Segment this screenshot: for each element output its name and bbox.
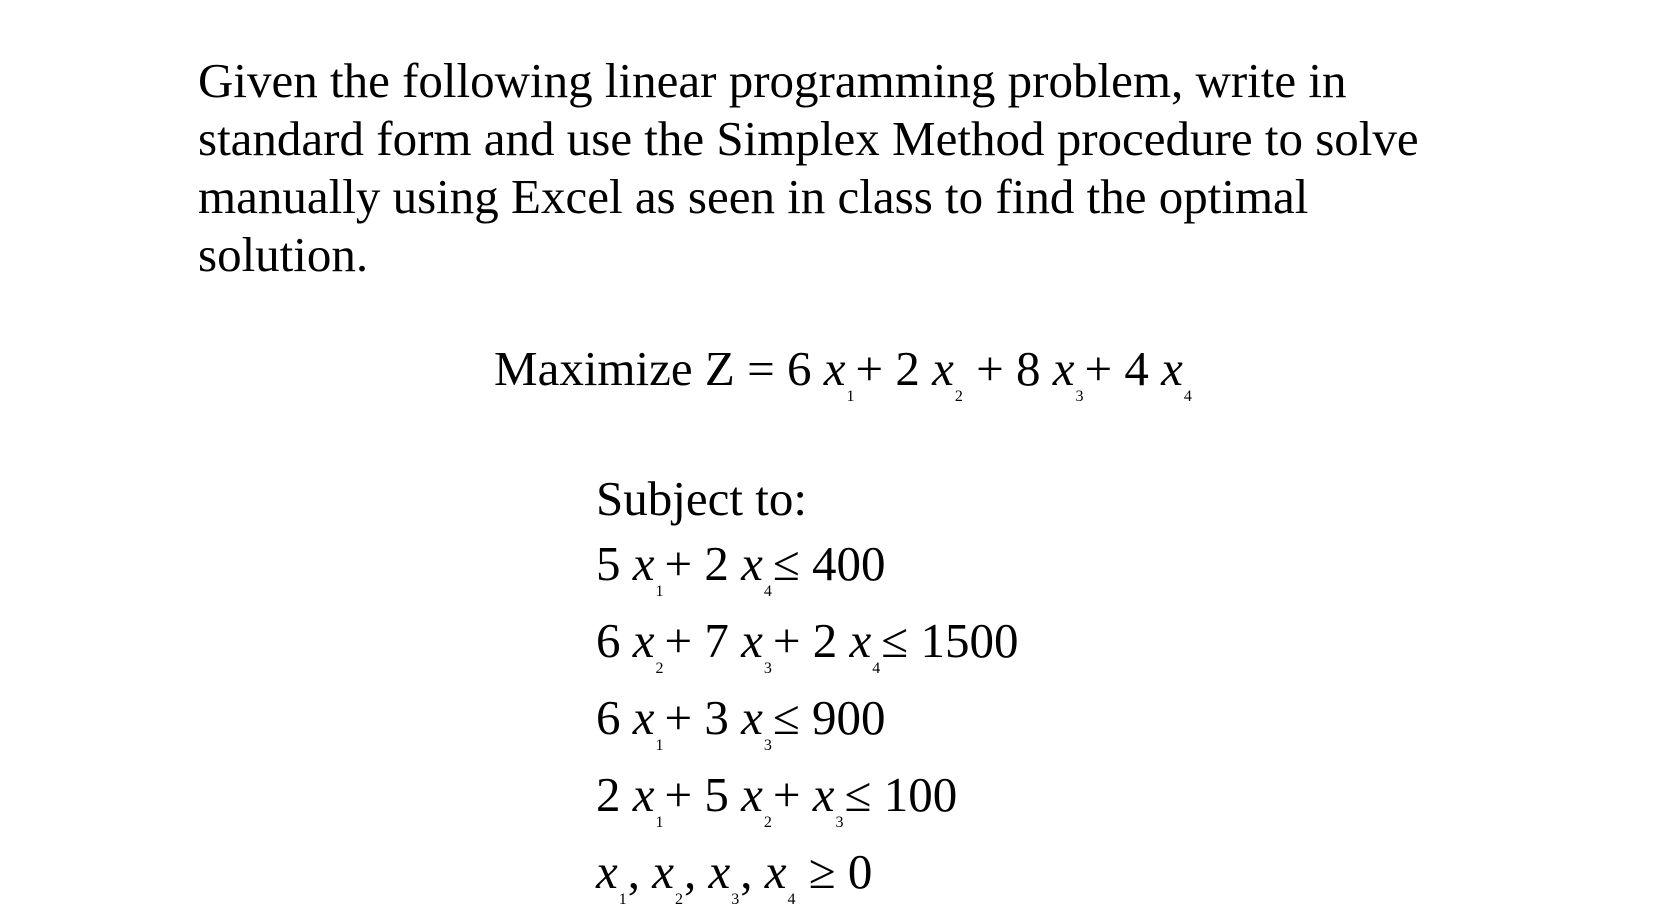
variable: x [596,844,618,899]
subscript: 2 [655,660,664,677]
right-hand-side: 400 [812,536,886,591]
variable: x [741,536,763,591]
operator: + [664,536,705,591]
right-hand-side: 1500 [920,613,1019,668]
relation: ≤ [881,613,921,668]
coefficient: 5 [596,536,633,591]
relation: ≤ [772,690,813,745]
subscript: 4 [1183,388,1192,405]
objective-term [1124,341,1193,405]
subscript: 1 [618,891,627,908]
objective-term [1016,341,1125,405]
subscript: 2 [954,388,963,405]
coefficient: 2 [895,341,933,396]
nonnegativity-constraint [596,839,1018,916]
objective-function [494,340,1193,410]
variable: x [812,767,835,822]
problem-statement-line: standard form and use the Simplex Method procedure to solve [198,111,1419,166]
constraint-4 [596,762,1018,839]
variable: x [632,536,655,591]
variable: x [652,844,674,899]
problem-statement-line: manually using Excel as seen in class to find the optimal [198,169,1309,224]
subscript: 2 [763,814,772,831]
separator [797,844,809,899]
coefficient: 2 [812,613,850,668]
problem-statement-line: Given the following linear programming problem, write in [198,53,1347,108]
right-hand-side: 100 [883,767,958,822]
variable: x [932,341,954,396]
subscript: 3 [835,814,844,831]
right-hand-side: 0 [847,844,873,899]
relation: ≥ [808,844,848,899]
coefficient: 4 [1124,341,1162,396]
coefficient: 3 [704,690,742,745]
variable: x [632,767,655,822]
subscript: 3 [763,660,772,677]
operator: + [664,613,705,668]
coefficient: 6 [596,613,633,668]
subscript: 3 [731,891,740,908]
constraint-2 [596,608,1018,685]
variable: x [1161,341,1183,396]
coefficient: 8 [1016,341,1053,396]
right-hand-side: 900 [812,690,886,745]
variable: x [741,613,763,668]
separator: , [740,844,765,899]
separator: , [627,844,653,899]
operator: + [963,341,1017,396]
subscript: 3 [1075,388,1084,405]
subscript: 2 [675,891,683,908]
constraint-3 [596,685,1018,762]
operator: + [1084,341,1125,396]
subscript: 1 [655,737,664,754]
objective-lead: Maximize Z = [494,341,787,396]
constraints-heading: Subject to: [596,471,807,526]
objective-term [786,341,896,405]
variable: x [764,844,787,899]
operator: + [664,690,705,745]
constraints-block [596,466,1018,916]
coefficient: 6 [786,341,824,396]
subscript: 4 [763,583,772,600]
constraint-1 [596,531,1018,608]
coefficient: 2 [704,536,742,591]
coefficient: 2 [596,767,633,822]
coefficient: 5 [704,767,742,822]
variable: x [741,767,763,822]
subscript: 3 [763,737,772,754]
variable: x [708,844,731,899]
operator: + [772,613,813,668]
problem-statement [198,52,1498,284]
variable: x [849,613,872,668]
operator: + [772,767,813,822]
variable: x [632,613,655,668]
variable: x [1052,341,1075,396]
subscript: 1 [655,814,664,831]
variable: x [823,341,846,396]
objective-term [895,341,1017,405]
relation: ≤ [772,536,813,591]
relation: ≤ [844,767,884,822]
separator: , [684,844,709,899]
problem-statement-line: solution. [198,227,369,282]
variable: x [741,690,763,745]
operator: + [664,767,705,822]
operator: + [855,341,896,396]
subscript: 4 [787,891,796,908]
subscript: 4 [872,660,881,677]
subscript: 1 [846,388,855,405]
coefficient: 7 [704,613,742,668]
variable: x [632,690,655,745]
coefficient: 6 [596,690,633,745]
subscript: 1 [655,583,664,600]
